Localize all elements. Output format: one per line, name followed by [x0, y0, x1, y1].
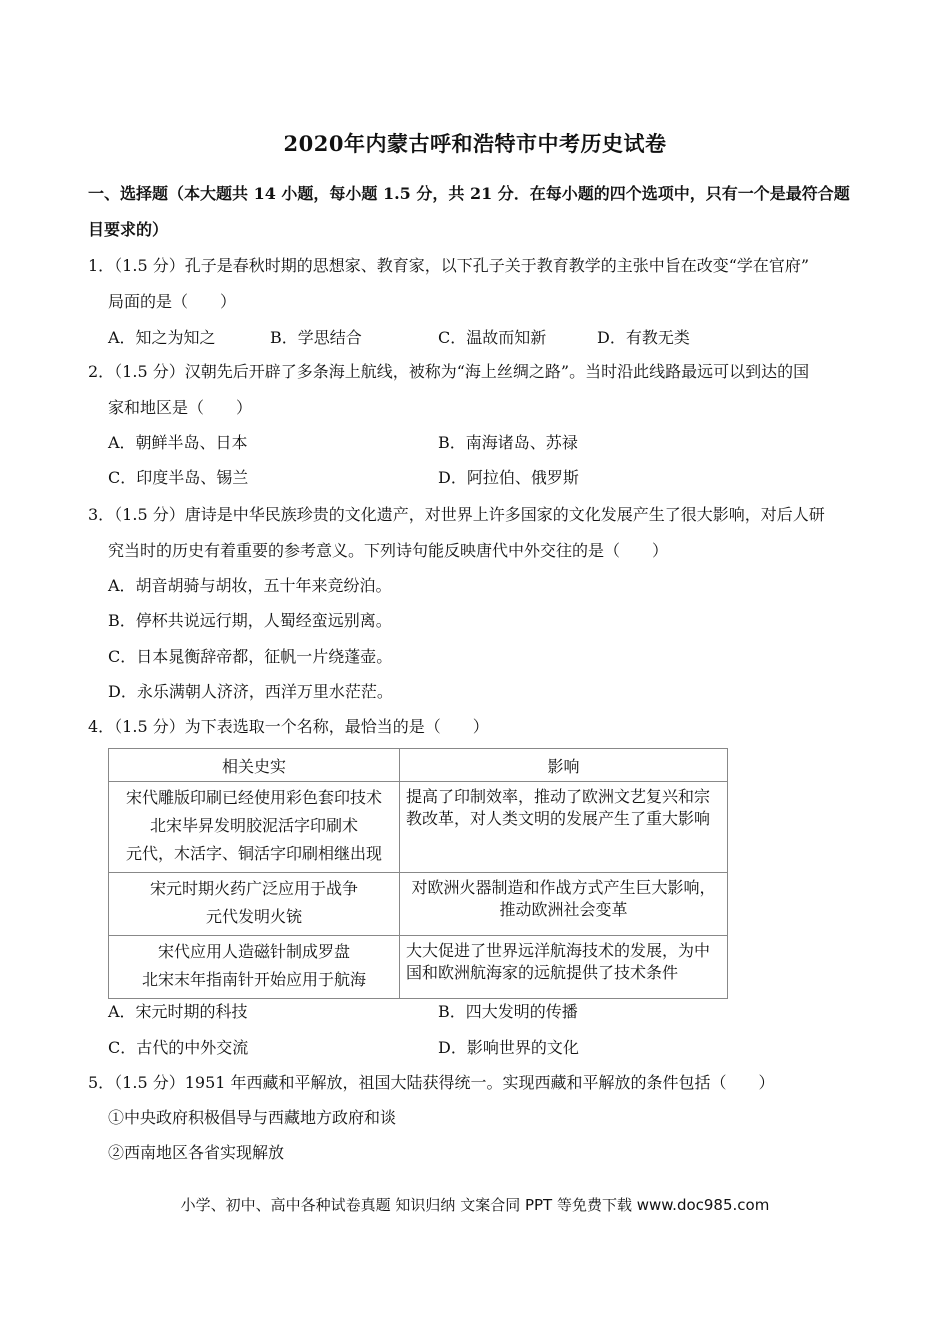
- table-cell-line: 推动欧洲社会变革: [499, 900, 628, 919]
- table-row: [109, 936, 728, 999]
- table-cell-line: 宋代雕版印刷已经使用彩色套印技术: [125, 788, 382, 807]
- question-3-option-d: D．永乐满朝人济济，西洋万里水茫茫。: [108, 682, 393, 701]
- table-cell-line: 教改革，对人类文明的发展产生了重大影响: [406, 809, 711, 828]
- question-1-option-b: B．学思结合: [270, 328, 362, 347]
- section-heading-line1: 一、选择题（本大题共 14 小题，每小题 1.5 分，共 21 分．在每小题的四个选项中，只有一个是最符合题: [88, 184, 850, 203]
- question-2-option-d: D．阿拉伯、俄罗斯: [438, 468, 579, 487]
- table-cell-line: 北宋末年指南针开始应用于航海: [141, 970, 366, 989]
- table-cell-facts: [109, 873, 400, 936]
- question-3-option-a: A．胡音胡骑与胡妆，五十年来竞纷泊。: [108, 576, 392, 595]
- question-3-text: 3．（1.5 分）唐诗是中华民族珍贵的文化遗产，对世界上许多国家的文化发展产生了很大影响，对后人研: [88, 505, 825, 524]
- table-cell-facts: [109, 782, 400, 873]
- question-1-text-cont: 局面的是（ ）: [108, 292, 237, 311]
- table-header-facts: 相关史实: [109, 749, 400, 782]
- table-cell-line: 宋代应用人造磁针制成罗盘: [157, 942, 350, 961]
- question-3-option-c: C．日本晁衡辞帝都，征帆一片绕蓬壶。: [108, 647, 393, 666]
- page-footer: 小学、初中、高中各种试卷真题 知识归纳 文案合同 PPT 等免费下载 www.doc985.com: [180, 1196, 770, 1214]
- table-cell-impact: [400, 782, 728, 873]
- question-2-text-cont: 家和地区是（ ）: [108, 398, 253, 417]
- question-1-option-d: D．有教无类: [597, 328, 690, 347]
- question-5-item-1: ①中央政府积极倡导与西藏地方政府和谈: [108, 1108, 397, 1127]
- question-3-option-b: B．停杯共说远行期，人蜀经蛮远别离。: [108, 611, 392, 630]
- question-2-text: 2．（1.5 分）汉朝先后开辟了多条海上航线，被称为“海上丝绸之路”。当时沿此线路最远可以到达的国: [88, 362, 810, 381]
- table-cell-facts: [109, 936, 400, 999]
- question-4-option-a: A．宋元时期的科技: [108, 1002, 248, 1021]
- question-1-option-a: A．知之为知之: [108, 328, 216, 347]
- question-4-option-c: C．古代的中外交流: [108, 1038, 249, 1057]
- question-5-item-2: ②西南地区各省实现解放: [108, 1143, 285, 1162]
- question-3-text-cont: 究当时的历史有着重要的参考意义。下列诗句能反映唐代中外交往的是（ ）: [108, 541, 669, 560]
- table-header-impact: 影响: [400, 749, 728, 782]
- table-row: [109, 782, 728, 873]
- question-2-option-b: B．南海诸岛、苏禄: [438, 433, 578, 452]
- table-cell-impact: [400, 873, 728, 936]
- table-cell-line: 国和欧洲航海家的远航提供了技术条件: [406, 963, 679, 982]
- table-cell-impact: [400, 936, 728, 999]
- table-header-row: [109, 749, 728, 782]
- question-5-text: 5．（1.5 分）1951 年西藏和平解放，祖国大陆获得统一。实现西藏和平解放的条件包括（ ）: [88, 1073, 775, 1092]
- question-4-text: 4．（1.5 分）为下表选取一个名称，最恰当的是（ ）: [88, 717, 489, 736]
- table-cell-line: 对欧洲火器制造和作战方式产生巨大影响，: [411, 878, 716, 897]
- table-cell-line: 提高了印制效率，推动了欧洲文艺复兴和宗: [406, 787, 711, 806]
- table-cell-line: 元代发明火铳: [205, 907, 302, 926]
- question-4-option-d: D．影响世界的文化: [438, 1038, 579, 1057]
- section-heading-line2: 目要求的）: [88, 220, 169, 239]
- table-row: [109, 873, 728, 936]
- question-1-text: 1．（1.5 分）孔子是春秋时期的思想家、教育家，以下孔子关于教育教学的主张中旨在改变“学在官府”: [88, 256, 810, 275]
- question-2-option-c: C．印度半岛、锡兰: [108, 468, 249, 487]
- page-title: 2020年内蒙古呼和浩特市中考历史试卷: [283, 131, 667, 156]
- question-1-option-c: C．温故而知新: [438, 328, 547, 347]
- table-cell-line: 北宋毕昇发明胶泥活字印刷术: [149, 816, 358, 835]
- history-table: [108, 748, 728, 999]
- table-cell-line: 大大促进了世界远洋航海技术的发展，为中: [406, 941, 711, 960]
- table-cell-line: 元代，木活字、铜活字印刷相继出现: [125, 844, 382, 863]
- question-4-option-b: B．四大发明的传播: [438, 1002, 578, 1021]
- question-2-option-a: A．朝鲜半岛、日本: [108, 433, 248, 452]
- table-cell-line: 宋元时期火药广泛应用于战争: [149, 879, 358, 898]
